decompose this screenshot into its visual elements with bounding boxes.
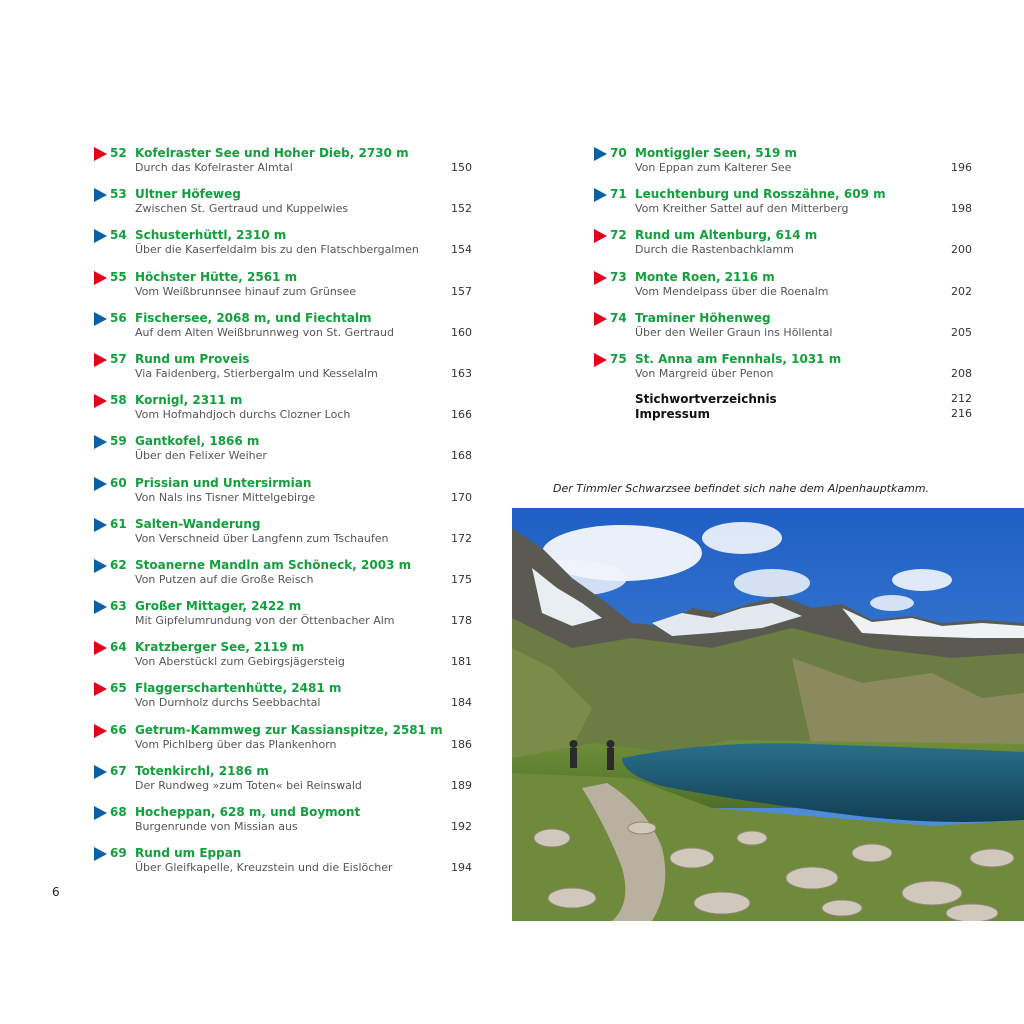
entry-title: Leuchtenburg und Rosszähne, 609 m (635, 187, 886, 202)
toc-entry (92, 186, 472, 227)
toc-entry (92, 145, 472, 186)
blue-flag-icon (94, 847, 107, 861)
entry-number: 71 (610, 187, 627, 202)
entry-title: Fischersee, 2068 m, und Fiechtalm (135, 310, 372, 325)
entry-page: 189 (451, 778, 472, 792)
entry-number: 54 (110, 228, 127, 243)
entry-subtitle: Vom Hofmahdjoch durchs Clozner Loch (135, 408, 351, 422)
red-flag-icon (594, 271, 607, 285)
entry-subtitle: Zwischen St. Gertraud und Kuppelwies (135, 202, 349, 216)
entry-number: 74 (610, 310, 627, 325)
entry-title: St. Anna am Fennhals, 1031 m (635, 351, 842, 366)
toc-extra-entry (592, 392, 972, 407)
toc-entry (92, 227, 472, 268)
toc-entry (92, 722, 472, 763)
toc-entry (92, 433, 472, 474)
red-flag-icon (94, 682, 107, 696)
entry-subtitle: Von Margreid über Penon (635, 366, 774, 380)
entry-number: 67 (110, 763, 127, 778)
entry-number: 53 (110, 187, 127, 202)
entry-page: 170 (451, 490, 472, 504)
entry-subtitle: Vom Pichlberg über das Plankenhorn (135, 737, 337, 751)
entry-title: Großer Mittager, 2422 m (135, 599, 302, 614)
entry-number: 58 (110, 393, 127, 408)
red-flag-icon (594, 229, 607, 243)
entry-page: 196 (951, 161, 972, 174)
entry-subtitle: Mit Gipfelumrundung von der Öttenbacher Alm (135, 614, 395, 628)
entry-title: Monte Roen, 2116 m (635, 269, 775, 284)
blue-flag-icon (94, 600, 107, 614)
entry-subtitle: Der Rundweg »zum Toten« bei Reinswald (135, 778, 362, 792)
toc-left-column (92, 145, 472, 886)
entry-title: Totenkirchl, 2186 m (135, 763, 269, 778)
entry-number: 75 (610, 351, 627, 366)
entry-page: 160 (451, 325, 472, 339)
blue-flag-icon (94, 806, 107, 820)
entry-title: Montiggler Seen, 519 m (635, 146, 798, 160)
entry-number: 52 (110, 146, 127, 160)
entry-subtitle: Auf dem Alten Weißbrunnweg von St. Gertraud (135, 325, 394, 339)
entry-subtitle: Über die Kaserfeldalm bis zu den Flatschbergalmen (135, 243, 419, 257)
entry-title: Stoanerne Mandln am Schöneck, 2003 m (135, 557, 412, 572)
entry-title: Kratzberger See, 2119 m (135, 640, 305, 655)
entry-page: 205 (951, 325, 972, 339)
entry-subtitle: Über Gleifkapelle, Kreuzstein und die Eislöcher (135, 861, 393, 875)
entry-page: 166 (451, 408, 472, 422)
toc-entry (92, 475, 472, 516)
entry-number: 57 (110, 351, 127, 366)
entry-title: Flaggerschartenhütte, 2481 m (135, 681, 342, 696)
red-flag-icon (94, 147, 107, 161)
entry-number: 63 (110, 599, 127, 614)
entry-title: Schusterhüttl, 2310 m (135, 228, 287, 243)
entry-subtitle: Via Faidenberg, Stierbergalm und Kesselalm (135, 366, 378, 380)
entry-title: Hocheppan, 628 m, und Boymont (135, 805, 361, 819)
entry-number: 70 (610, 146, 627, 160)
entry-page: 192 (451, 820, 472, 833)
blue-flag-icon (594, 188, 607, 202)
entry-page: 157 (451, 284, 472, 298)
blue-flag-icon (594, 147, 607, 161)
entry-subtitle: Vom Weißbrunnsee hinauf zum Grünsee (135, 284, 357, 298)
extra-page: 216 (951, 406, 972, 420)
entry-subtitle: Vom Kreither Sattel auf den Mitterberg (635, 202, 849, 216)
entry-number: 61 (110, 516, 127, 531)
entry-subtitle: Von Aberstückl zum Gebirgsjägersteig (135, 655, 345, 669)
entry-page: 202 (951, 284, 972, 298)
entry-number: 60 (110, 475, 127, 490)
blue-flag-icon (94, 229, 107, 243)
red-flag-icon (94, 271, 107, 285)
blue-flag-icon (94, 765, 107, 779)
entry-subtitle: Über den Weiler Graun ins Höllental (635, 325, 833, 339)
entry-title: Salten-Wanderung (135, 516, 261, 531)
entry-page: 175 (451, 572, 472, 586)
toc-entry (592, 351, 972, 392)
entry-number: 65 (110, 681, 127, 696)
entry-number: 69 (110, 846, 127, 861)
toc-entry (92, 516, 472, 557)
entry-page: 181 (451, 655, 472, 669)
entry-number: 68 (110, 805, 127, 819)
toc-entry (92, 351, 472, 392)
entry-page: 208 (951, 366, 972, 380)
entry-page: 186 (451, 737, 472, 751)
entry-number: 59 (110, 434, 127, 449)
entry-page: 163 (451, 366, 472, 380)
entry-title: Rund um Altenburg, 614 m (635, 228, 818, 243)
entry-subtitle: Von Verschneid über Langfenn zum Tschaufen (135, 531, 389, 545)
red-flag-icon (594, 353, 607, 367)
blue-flag-icon (94, 477, 107, 491)
entry-number: 56 (110, 310, 127, 325)
entry-title: Rund um Eppan (135, 846, 242, 861)
toc-entry (592, 227, 972, 268)
blue-flag-icon (94, 435, 107, 449)
entry-subtitle: Von Putzen auf die Große Reisch (135, 572, 314, 586)
entry-title: Prissian und Untersirmian (135, 475, 312, 490)
toc-entry (592, 310, 972, 351)
toc-extra-entry (592, 407, 972, 422)
toc-entry (92, 598, 472, 639)
red-flag-icon (94, 353, 107, 367)
blue-flag-icon (94, 188, 107, 202)
blue-flag-icon (94, 518, 107, 532)
extra-title: Stichwortverzeichnis (635, 392, 777, 407)
red-flag-icon (94, 641, 107, 655)
entry-page: 154 (451, 243, 472, 257)
toc-entry (92, 845, 472, 886)
entry-subtitle: Burgenrunde von Missian aus (135, 820, 298, 833)
entry-number: 55 (110, 269, 127, 284)
toc-entry (92, 639, 472, 680)
entry-title: Rund um Proveis (135, 351, 250, 366)
entry-page: 172 (451, 531, 472, 545)
entry-number: 72 (610, 228, 627, 243)
entry-title: Ultner Höfeweg (135, 187, 241, 202)
entry-subtitle: Von Eppan zum Kalterer See (635, 161, 792, 174)
entry-title: Traminer Höhenweg (635, 310, 771, 325)
entry-number: 66 (110, 722, 127, 737)
toc-entry (592, 186, 972, 227)
entry-page: 200 (951, 243, 972, 257)
entry-page: 184 (451, 696, 472, 710)
toc-entry (92, 310, 472, 351)
entry-number: 64 (110, 640, 127, 655)
toc-entry (592, 269, 972, 310)
entry-subtitle: Von Nals ins Tisner Mittelgebirge (135, 490, 316, 504)
entry-page: 168 (451, 449, 472, 463)
extra-page: 212 (951, 392, 972, 406)
entry-title: Höchster Hütte, 2561 m (135, 269, 298, 284)
red-flag-icon (94, 724, 107, 738)
entry-title: Gantkofel, 1866 m (135, 434, 260, 449)
entry-subtitle: Durch das Kofelraster Almtal (135, 161, 293, 174)
page-number: 6 (52, 885, 60, 899)
toc-entry (92, 804, 472, 845)
toc-entry (92, 680, 472, 721)
entry-title: Kofelraster See und Hoher Dieb, 2730 m (135, 146, 409, 160)
entry-number: 73 (610, 269, 627, 284)
entry-page: 150 (451, 161, 472, 174)
entry-subtitle: Durch die Rastenbachklamm (635, 243, 794, 257)
toc-entry (92, 269, 472, 310)
toc-entry (92, 557, 472, 598)
red-flag-icon (94, 394, 107, 408)
entry-subtitle: Vom Mendelpass über die Roenalm (635, 284, 829, 298)
entry-subtitle: Von Durnholz durchs Seebbachtal (135, 696, 321, 710)
entry-title: Kornigl, 2311 m (135, 393, 243, 408)
entry-page: 152 (451, 202, 472, 216)
entry-title: Getrum-Kammweg zur Kassianspitze, 2581 m (135, 722, 443, 737)
photo-caption: Der Timmler Schwarzsee befindet sich nahe dem Alpenhauptkamm. (553, 482, 930, 495)
entry-page: 178 (451, 614, 472, 628)
toc-entry (92, 392, 472, 433)
entry-page: 198 (951, 202, 972, 216)
toc-entry (92, 763, 472, 804)
mountain-lake-photo (512, 508, 1024, 921)
toc-entry (592, 145, 972, 186)
entry-subtitle: Über den Felixer Weiher (135, 449, 267, 463)
entry-number: 62 (110, 557, 127, 572)
toc-right-column (592, 145, 972, 421)
blue-flag-icon (94, 312, 107, 326)
red-flag-icon (594, 312, 607, 326)
extra-title: Impressum (635, 406, 710, 421)
blue-flag-icon (94, 559, 107, 573)
entry-page: 194 (451, 861, 472, 875)
